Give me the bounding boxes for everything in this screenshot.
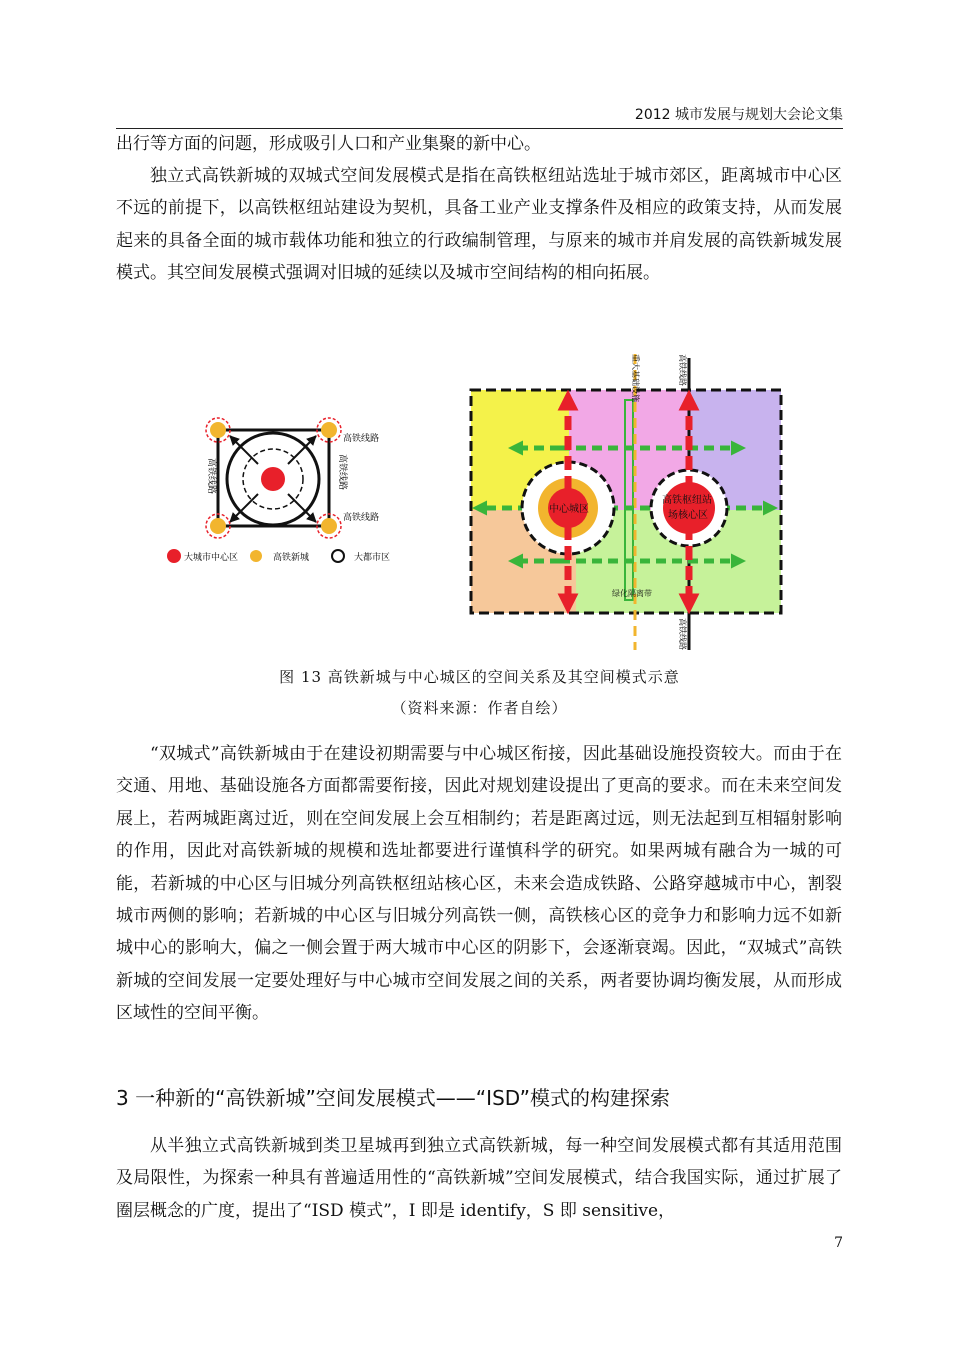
paragraph-2: 独立式高铁新城的双城式空间发展模式是指在高铁枢纽站选址于城市郊区，距离城市中心区不远的前提下，以高铁枢纽站建设为契机，具备工业产业支撑条件及相应的政策支持，从而发展起来的具备全面的城市载体功能和独立的行政编制管理，与原来的城市并肩发展的高铁新城发展模式。其空间发展模式强调对旧城的延续以及城市空间结构的相向拓展。 [116,166,842,284]
figure-caption: 图 13 高铁新城与中心城区的空间关系及其空间模式示意 [279,668,680,686]
page-number: 7 [834,1235,843,1251]
figure-13-diagrams [0,340,959,660]
city-center-dot [261,467,285,491]
running-header-title: 2012 城市发展与规划大会论文集 [634,107,843,123]
label-line-top: 高铁线路 [343,434,380,444]
legend-new-town: 高铁新城 [273,553,310,563]
section-heading: 3 一种新的“高铁新城”空间发展模式——“ISD”模式的构建探索 [116,1086,670,1110]
paragraph-1: 出行等方面的问题，形成吸引人口和产业集聚的新中心。 [116,134,541,154]
figure-13 [0,340,959,660]
label-green-belt: 绿化隔离带 [612,589,652,598]
legend-city-center: 大城市中心区 [184,553,239,563]
paragraph-3: “双城式”高铁新城由于在建设初期需要与中心城区衔接，因此基础设施投资较大。而由于在交通、用地、基础设施各方面都需要衔接，因此对规划建设提出了更高的要求。而在未来空间发展上，若两城距离过近，则在空间发展上会互相制约；若是距离过远，则无法起到互相辐射影响的作用，因此对高铁新城的规模和选址都要进行谨慎科学的研究。如果两城有融合为一城的可能，若新城的中心区与旧城分列高铁枢纽站核心区，未来会造成铁路、公路穿越城市中心，割裂城市两侧的影响；若新城的中心区与旧城分列高铁一侧，高铁核心区的竞争力和影响力远不如新城中心的影响大，偏之一侧会置于两大城市中心区的阴影下，会逐渐衰竭。因此，“双城式”高铁新城的空间发展一定要处理好与中心城市空间发展之间的关系，两者要协调均衡发展，从而形成区域性的空间平衡。 [116,744,842,1024]
label-center-zone: 中心城区 [549,504,589,515]
label-infrastructure: 重大基础设施 [631,354,640,402]
label-rail-top: 高铁线路 [678,354,687,386]
label-rail-bottom: 高铁线路 [678,618,687,650]
left-diagram [167,418,390,563]
label-line-left: 高铁线路 [206,458,216,495]
running-header [116,104,843,129]
figure-source: （资料来源：作者自绘） [391,699,568,717]
label-line-diag: 高铁线路 [337,454,347,491]
paragraph-4: 从半独立式高铁新城到类卫星城再到独立式高铁新城，每一种空间发展模式都有其适用范围及局限性，为探索一种具有普遍适用性的“高铁新城”空间发展模式，结合我国实际，通过扩展了圈层概念的广度，提出了“ISD 模式”，I 即是 identify，S 即 sensitive， [116,1136,842,1221]
label-hub-line2: 场核心区 [668,510,708,521]
label-hub-line1: 高铁枢纽站 [662,495,712,506]
label-line-bottom: 高铁线路 [343,513,380,523]
left-legend [167,549,390,563]
legend-metro: 大都市区 [354,553,391,563]
right-diagram [471,354,781,650]
